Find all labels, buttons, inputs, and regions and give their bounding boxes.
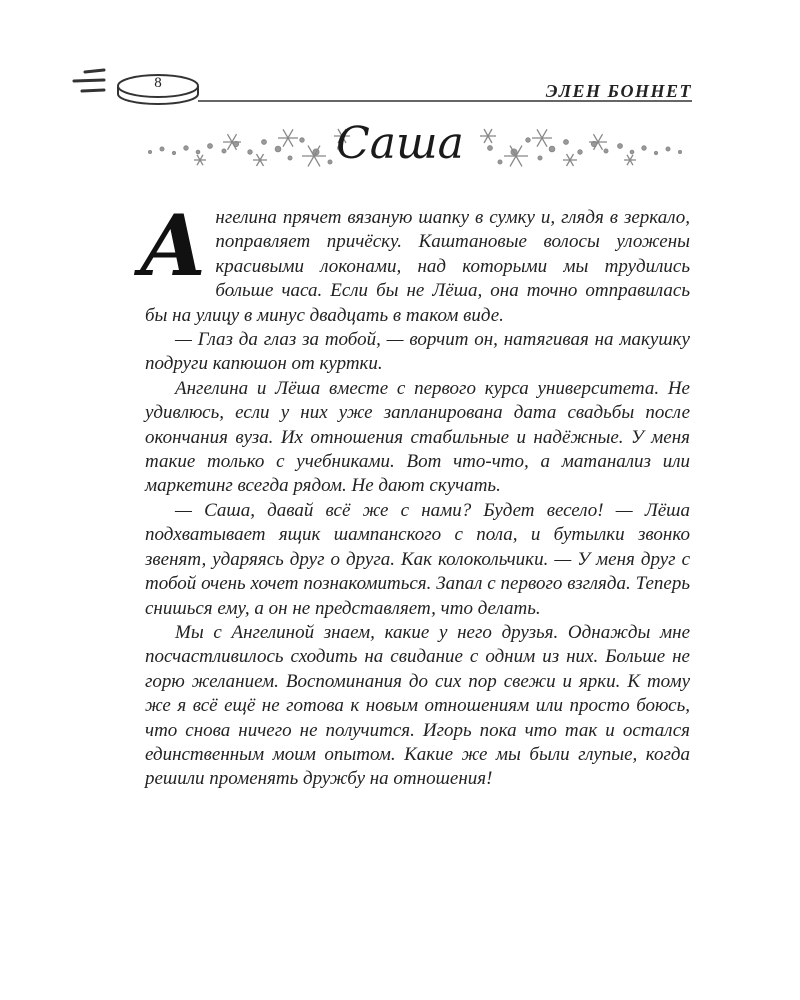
motion-lines-icon (74, 70, 104, 91)
page-number: 8 (154, 75, 162, 91)
paragraph (139, 196, 690, 328)
paragraph-text: нгелина прячет вязаную шапку в сумку и, глядя в зеркало, поправляет причёску. Каштановые волосы уложены красивыми локонами, над которыми мы трудились больше часа. Если бы не Лёша, она точно отправилась бы на улицу в минус двадцать в таком виде. (145, 207, 690, 326)
body-text (139, 196, 690, 792)
header-decoration (0, 0, 800, 120)
running-header (0, 0, 800, 120)
chapter-title: Саша (336, 118, 464, 169)
author-name: ЭЛЕН БОННЕТ (545, 81, 692, 101)
paragraph: Мы с Ангелиной знаем, какие у него друзья. Однажды мне посчастливилось сходить на свидание с одним из них. Больше не горю желанием. Воспоминания до сих пор свежи и ярки. К тому же я всё ещё не готова к новым отношениям или просто боюсь, что снова ничего не получится. Игорь пока что так и остался единственным моим опытом. Какие же мы были глупые, когда решили променять дружбу на отношения! (145, 621, 690, 790)
drop-cap: А (139, 196, 208, 295)
paragraph: — Саша, давай всё же с нами? Будет весело! — Лёша подхватывает ящик шампанского с пола, и бутылки звонко звенят, ударяясь друг о друга. Как колокольчики. — У меня друг с тобой очень хочет познакомиться. Запал с первого взгляда. Теперь снишься ему, а он не представляет, что делать. (145, 499, 690, 619)
snowflake-ornament-right-icon (475, 122, 690, 182)
paragraph: — Глаз да глаз за тобой, — ворчит он, натягивая на макушку подруги капюшон от куртки. (145, 329, 690, 375)
paragraph: Ангелина и Лёша вместе с первого курса университета. Не удивлюсь, если у них уже запланирована дата свадьбы после окончания вуза. Их отношения стабильные и надёжные. У меня такие только с учебниками. Вот что-что, а матанализ или маркетинг всегда рядом. Не дают скучать. (145, 377, 690, 497)
